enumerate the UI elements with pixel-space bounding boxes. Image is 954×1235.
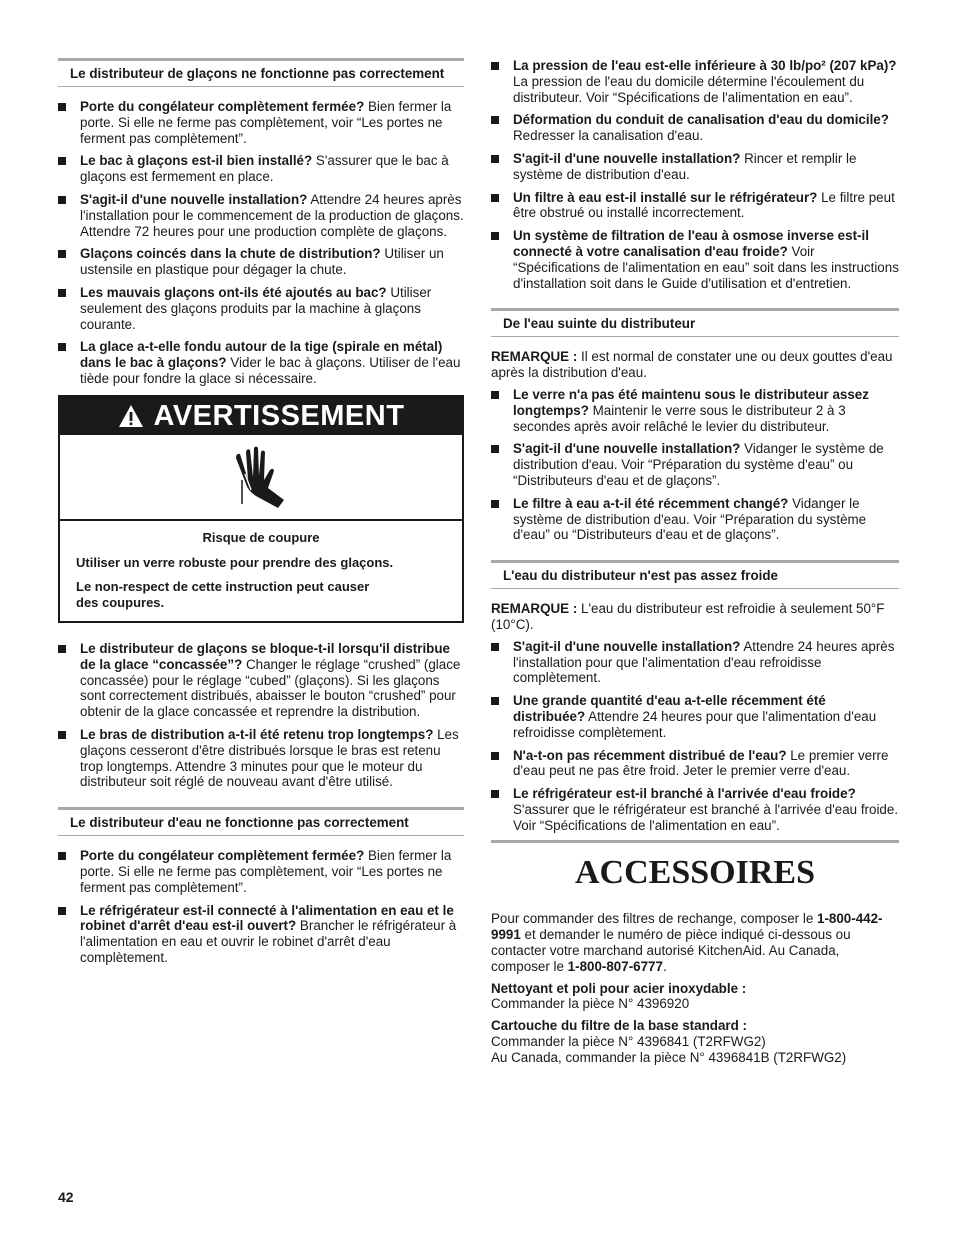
list-item: La glace a-t-elle fondu autour de la tige (spirale en métal) dans le bac à glaçons? Vider le bac à glaçons. Utiliser de l'eau tiède pour fondre la glace si nécessaire. (58, 339, 464, 386)
warning-title: AVERTISSEMENT (153, 399, 405, 432)
accessory-stainless-cleaner: Nettoyant et poli pour acier inoxydable : Commander la pièce N° 4396920 (491, 980, 747, 1012)
list-item: S'agit-il d'une nouvelle installation? Rincer et remplir le système de distribution d'eau. (491, 151, 899, 183)
list-item: Le distributeur de glaçons se bloque-t-il lorsqu'il distribue de la glace “concassée”? Changer le réglage “crushed” (glace concassée) pour le réglage “cubed” (glaçons). Si les glaçons sont correctement distribués, abaisser le bouton “crushed” pour obtenir de la glace concassée et reprendre la distribution. (58, 641, 464, 720)
warning-header (60, 397, 462, 435)
list-item: Glaçons coincés dans la chute de distribution? Utiliser un ustensile en plastique pour dégager la chute. (58, 246, 464, 278)
water-dispenser-list (58, 848, 464, 966)
ice-dispenser-list (58, 99, 464, 387)
warning-line-1: Utiliser un verre robuste pour prendre des glaçons. (76, 554, 394, 570)
list-item: Le réfrigérateur est-il branché à l'arrivée d'eau froide? S'assurer que le réfrigérateur est branché à l'arrivée d'eau froide. Voir “Spécifications de l'alimentation en eau”. (491, 786, 899, 833)
section-heading-water-dispenser: Le distributeur d'eau ne fonctionne pas correctement (58, 807, 464, 836)
list-item: Un filtre à eau est-il installé sur le réfrigérateur? Le filtre peut être obstrué ou installé incorrectement. (491, 190, 899, 222)
warning-box (58, 395, 464, 623)
water-dispenser-list-continued (491, 58, 899, 291)
note-water-not-cold: REMARQUE : L'eau du distributeur est refroidie à seulement 50°F (10°C). (491, 601, 885, 632)
page-number: 42 (58, 1189, 74, 1205)
warning-body (60, 521, 462, 621)
section-heading-ice-dispenser: Le distributeur de glaçons ne fonctionne pas correctement (58, 58, 464, 87)
warning-icon-row (60, 435, 462, 521)
list-item: Les mauvais glaçons ont-ils été ajoutés au bac? Utiliser seulement des glaçons produits par la machine à glaçons courante. (58, 285, 464, 332)
section-heading-water-not-cold: L'eau du distributeur n'est pas assez froide (491, 560, 899, 589)
cut-hand-icon (226, 444, 296, 510)
list-item: Le bac à glaçons est-il bien installé? S'assurer que le bac à glaçons est fermement en place. (58, 153, 464, 185)
list-item: Le réfrigérateur est-il connecté à l'alimentation en eau et le robinet d'arrêt d'eau est-il ouvert? Brancher le réfrigérateur à l'alimentation en eau et ouvrir le robinet d'arrêt d'eau complètement. (58, 903, 464, 966)
list-item: Déformation du conduit de canalisation d'eau du domicile? Redresser la canalisation d'eau. (491, 112, 899, 144)
list-item: Un système de filtration de l'eau à osmose inverse est-il connecté à votre canalisation d'eau froide? Voir “Spécifications de l'alimentation en eau” soit dans les instructions d'installation soit dans le Guide d'utilisation et d'entretien. (491, 228, 899, 291)
list-item: Une grande quantité d'eau a-t-elle récemment été distribuée? Attendre 24 heures pour que l'alimentation d'eau refroidisse complètement. (491, 693, 899, 740)
list-item: Porte du congélateur complètement fermée? Bien fermer la porte. Si elle ne ferme pas complètement, voir “Les portes ne ferment pas complètement”. (58, 848, 464, 895)
accessories-rule (491, 840, 899, 843)
ice-dispenser-list-continued (58, 641, 464, 790)
section-heading-water-leak: De l'eau suinte du distributeur (491, 308, 899, 337)
list-item: S'agit-il d'une nouvelle installation? Attendre 24 heures après l'installation pour le commencement de la production de glaçons. Attendre 72 heures pour une production complète de glaçons. (58, 192, 464, 239)
left-column (58, 58, 464, 973)
list-item: S'agit-il d'une nouvelle installation? Attendre 24 heures après l'installation pour que l'alimentation d'eau refroidisse complètement. (491, 639, 899, 686)
water-not-cold-list (491, 639, 899, 834)
accessory-filter-cartridge: Cartouche du filtre de la base standard : Commander la pièce N° 4396841 (T2RFWG2) Au Canada, commander la pièce N° 4396841B (T2RFWG2) (491, 1018, 847, 1065)
list-item: Le verre n'a pas été maintenu sous le distributeur assez longtemps? Maintenir le verre sous le distributeur 2 à 3 secondes après avoir relâché le levier du distributeur. (491, 387, 899, 434)
accessories-title: ACCESSOIRES (575, 854, 815, 892)
list-item: La pression de l'eau est-elle inférieure à 30 lb/po² (207 kPa)? La pression de l'eau du domicile détermine l'écoulement du distributeur. Voir “Spécifications de l'alimentation en eau”. (491, 58, 899, 105)
list-item: N'a-t-on pas récemment distribué de l'eau? Le premier verre d'eau peut ne pas être froid. Jeter le premier verre d'eau. (491, 748, 899, 780)
list-item: S'agit-il d'une nouvelle installation? Vidanger le système de distribution d'eau. Voir “Préparation du système d'eau” ou “Distributeurs d'eau et de glaçons”. (491, 441, 899, 488)
warning-risk: Risque de coupure (202, 529, 320, 545)
water-leak-list (491, 387, 899, 543)
warning-triangle-icon (118, 404, 144, 428)
accessories-intro: Pour commander des filtres de rechange, composer le 1-800-442-9991 et demander le numéro de pièce indiqué ci-dessous ou contacter votre marchand autorisé KitchenAid. Au Canada, composer le 1-800-807-6777. (491, 911, 883, 974)
list-item: Le bras de distribution a-t-il été retenu trop longtemps? Les glaçons cesseront d'être distribués lorsque le bras est retenu trop longtemps. Attendre 3 minutes pour que le moteur du distributeur soit réglé de nouveau avant d'être utilisé. (58, 727, 464, 790)
note-water-leak: REMARQUE : Il est normal de constater une ou deux gouttes d'eau après la distribution d'eau. (491, 349, 893, 381)
list-item: Porte du congélateur complètement fermée? Bien fermer la porte. Si elle ne ferme pas complètement, voir “Les portes ne ferment pas complètement”. (58, 99, 464, 146)
warning-line-2: Le non-respect de cette instruction peut causer des coupures. (76, 579, 370, 611)
right-column (491, 58, 899, 1072)
list-item: Le filtre à eau a-t-il été récemment changé? Vidanger le système de distribution d'eau. Voir “Préparation du système d'eau” ou “Distributeurs d'eau et de glaçons”. (491, 496, 899, 543)
